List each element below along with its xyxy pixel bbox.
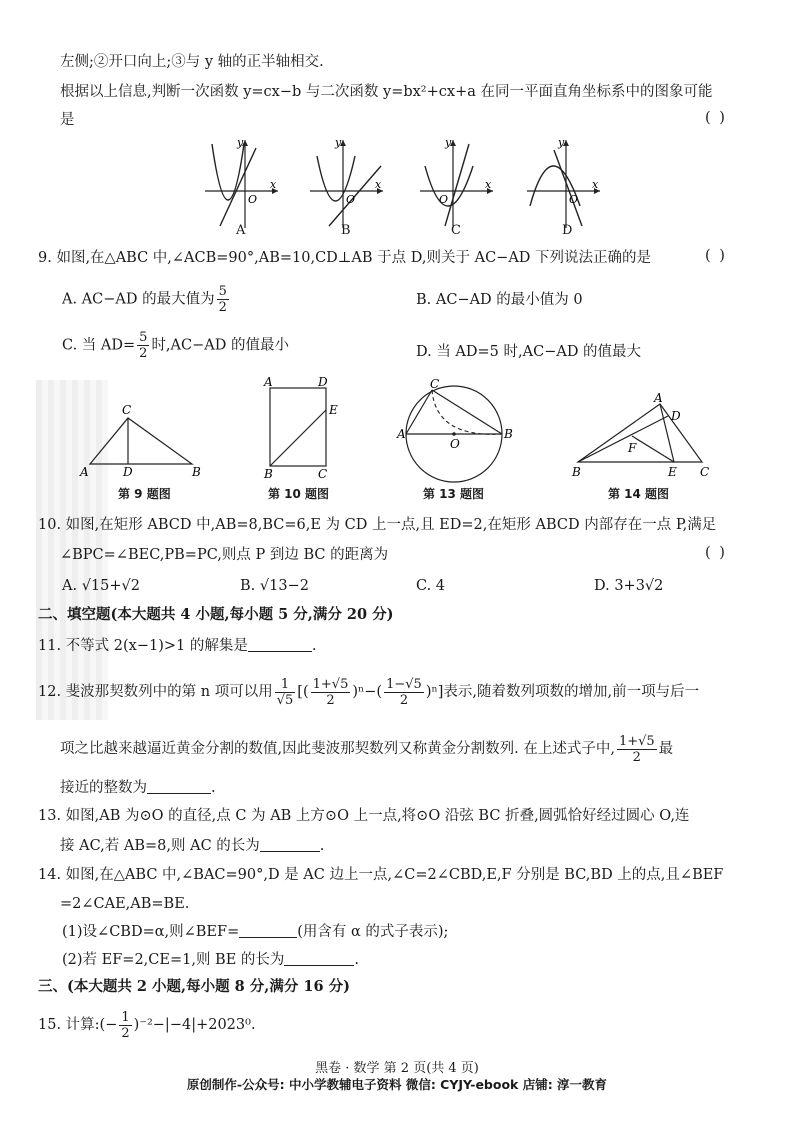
svg-text:B: B xyxy=(264,467,273,481)
q10-answer-paren: ( ) xyxy=(705,545,727,561)
graph-option-a xyxy=(200,136,280,232)
graph-label-c: C xyxy=(451,223,461,238)
q9-option-c: C. 当 AD= $\frac{5}{2}$ 时,AC−AD 的值最小 xyxy=(62,330,289,361)
q14-line-1: 14. 如图,在△ABC 中,∠BAC=90°,D 是 AC 边上一点,∠C=2∠CBD,E,F 分别是 BC,BD 上的点,且∠BEF xyxy=(38,867,724,883)
svg-text:O: O xyxy=(346,193,356,206)
section-3-heading: 三、(本大题共 2 小题,每小题 8 分,满分 16 分) xyxy=(38,978,350,995)
svg-text:B: B xyxy=(572,465,581,479)
intro-line-2: 根据以上信息,判断一次函数 y=cx−b 与二次函数 y=bx²+cx+a 在同一平面直角坐标系中的图象可能 xyxy=(60,84,713,100)
intro-line-3: 是 xyxy=(60,112,75,128)
svg-text:E: E xyxy=(329,403,338,417)
svg-text:x: x xyxy=(485,178,492,191)
svg-text:D: D xyxy=(123,465,133,479)
figure-14 xyxy=(566,390,714,482)
svg-text:C: C xyxy=(430,378,440,391)
q10-option-a: A. √15+√2 xyxy=(62,578,140,594)
q15: 15. 计算:(− $\frac{1}{2}$ )⁻²−|−4|+2023⁰. xyxy=(38,1009,256,1041)
graph-label-a: A xyxy=(236,223,246,238)
svg-text:F: F xyxy=(628,441,637,455)
q11-answer-blank[interactable] xyxy=(248,635,312,652)
svg-text:O: O xyxy=(450,437,460,451)
intro-line-1: 左侧;②开口向上;③与 y 轴的正半轴相交. xyxy=(60,54,324,70)
figure-10 xyxy=(260,374,350,482)
q9-answer-paren: ( ) xyxy=(705,248,727,264)
svg-text:C: C xyxy=(700,465,710,479)
graph-option-b xyxy=(305,136,385,232)
svg-text:y: y xyxy=(335,136,342,149)
q12-answer-blank[interactable] xyxy=(147,777,211,794)
q11: 11. 不等式 2(x−1)>1 的解集是 . xyxy=(38,635,316,656)
svg-text:E: E xyxy=(668,465,677,479)
q9-option-b: B. AC−AD 的最小值为 0 xyxy=(416,292,583,308)
q10-option-b: B. √13−2 xyxy=(240,578,309,594)
q10-line-1: 10. 如图,在矩形 ABCD 中,AB=8,BC=6,E 为 CD 上一点,且 ED=2,在矩形 ABCD 内部存在一点 P,满足 xyxy=(38,517,717,533)
figure-13 xyxy=(396,378,518,484)
graph-label-b: B xyxy=(341,223,351,238)
graph-label-d: D xyxy=(562,223,573,238)
svg-text:A: A xyxy=(654,391,663,405)
figure-10-caption: 第 10 题图 xyxy=(268,487,330,501)
svg-text:y: y xyxy=(558,136,565,149)
q13-answer-blank[interactable] xyxy=(260,835,320,852)
q14-sub2-answer-blank[interactable] xyxy=(284,949,354,966)
page-footer: 黑卷 · 数学 第 2 页(共 4 页) xyxy=(315,1061,479,1076)
svg-text:A: A xyxy=(397,427,406,441)
figure-13-caption: 第 13 题图 xyxy=(423,487,485,501)
svg-text:x: x xyxy=(375,178,382,191)
q12-line-1: 12. 斐波那契数列中的第 n 项可以用 $\frac{1}{√5}$ [( $\frac{1+√5}{2}$ )ⁿ−( $\frac{1-√5}{2}$ )ⁿ]表示,随着数列项数的增加,前一项与后一 xyxy=(38,676,700,708)
q14-sub-1: (1)设∠CBD=α,则∠BEF= (用含有 α 的式子表示); xyxy=(62,921,448,942)
svg-text:O: O xyxy=(439,193,449,206)
svg-text:A: A xyxy=(80,465,89,479)
q9-option-d: D. 当 AD=5 时,AC−AD 的值最大 xyxy=(416,344,642,360)
svg-text:B: B xyxy=(192,465,201,479)
y-axis-label: y xyxy=(237,136,244,149)
credit-footer: 原创制作-公众号: 中小学教辅电子资料 微信: CYJY-ebook 店铺: 淳一教育 xyxy=(186,1077,608,1092)
figure-14-caption: 第 14 题图 xyxy=(608,487,670,501)
q12-line-2: 项之比越来越逼近黄金分割的数值,因此斐波那契数列又称黄金分割数列. 在上述式子中, $\frac{1+√5}{2}$ 最 xyxy=(60,733,674,765)
q12-line-3: 接近的整数为 . xyxy=(60,777,216,798)
q14-line-2: =2∠CAE,AB=BE. xyxy=(60,896,190,912)
q9-stem: 9. 如图,在△ABC 中,∠ACB=90°,AB=10,CD⊥AB 于点 D,则关于 AC−AD 下列说法正确的是 xyxy=(38,250,652,266)
origin-label: O xyxy=(248,193,258,206)
q10-line-2: ∠BPC=∠BEC,PB=PC,则点 P 到边 BC 的距离为 xyxy=(60,547,389,563)
q13-line-2: 接 AC,若 AB=8,则 AC 的长为 . xyxy=(60,835,324,856)
x-axis-label: x xyxy=(270,178,277,191)
q13-line-1: 13. 如图,AB 为⊙O 的直径,点 C 为 AB 上方⊙O 上一点,将⊙O 沿弦 BC 折叠,圆弧恰好经过圆心 O,连 xyxy=(38,808,690,824)
figure-9 xyxy=(78,400,208,480)
section-2-heading: 二、填空题(本大题共 4 小题,每小题 5 分,满分 20 分) xyxy=(38,606,394,623)
svg-text:y: y xyxy=(445,136,452,149)
graph-option-d xyxy=(522,136,602,232)
svg-text:B: B xyxy=(504,427,513,441)
svg-text:O: O xyxy=(569,193,579,206)
svg-text:D: D xyxy=(318,375,328,389)
q9-option-a: A. AC−AD 的最大值为 $\frac{5}{2}$ xyxy=(62,284,227,315)
svg-text:D: D xyxy=(671,409,681,423)
q10-option-c: C. 4 xyxy=(416,578,446,594)
svg-text:C: C xyxy=(318,467,328,481)
q14-sub-2: (2)若 EF=2,CE=1,则 BE 的长为 . xyxy=(62,949,359,970)
q8-answer-paren: ( ) xyxy=(705,110,727,126)
q10-option-d: D. 3+3√2 xyxy=(594,578,664,594)
graph-option-c xyxy=(415,136,495,232)
q14-sub1-answer-blank[interactable] xyxy=(239,921,297,938)
svg-text:C: C xyxy=(122,403,132,417)
svg-text:x: x xyxy=(592,178,599,191)
svg-text:A: A xyxy=(264,375,273,389)
figure-9-caption: 第 9 题图 xyxy=(118,487,171,501)
